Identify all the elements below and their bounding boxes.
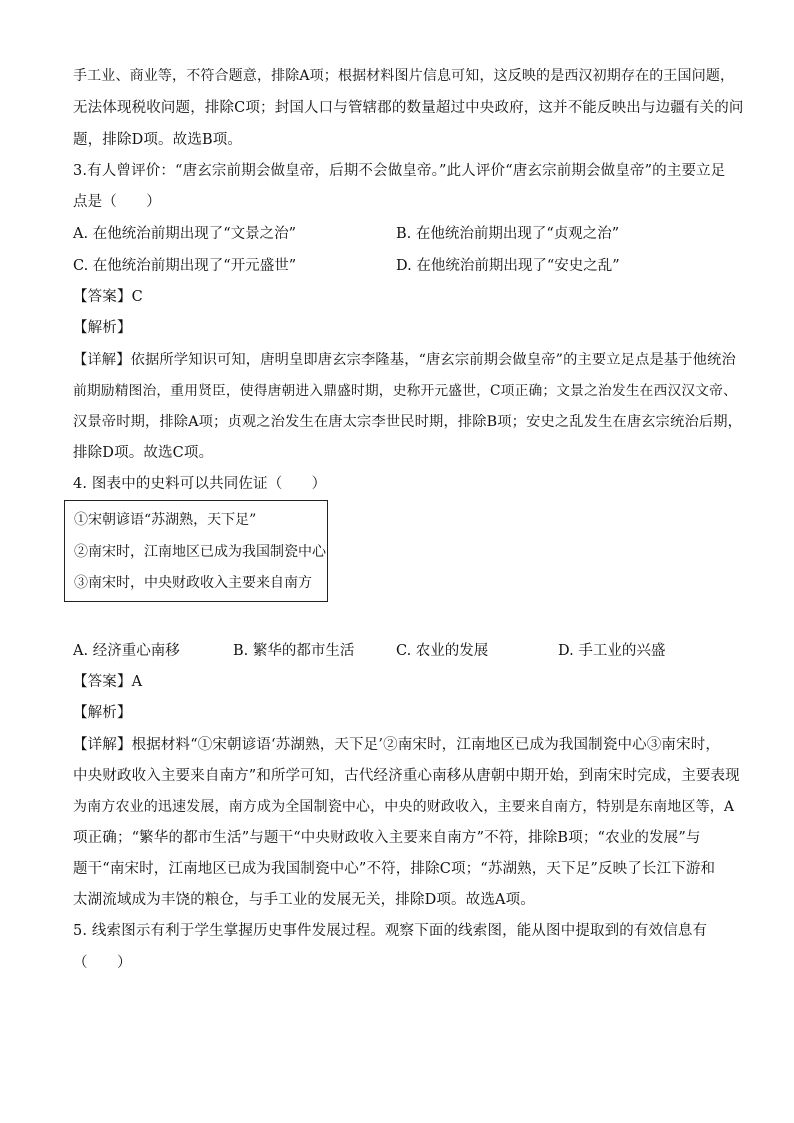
q3-option-b: B. 在他统治前期出现了“贞观之治”: [396, 226, 620, 242]
q4-detail-line-2: 中央财政收入主要来自南方”和所学可知，古代经济重心南移从唐朝中期开始，到南宋时完成，主要表现: [73, 768, 740, 784]
q4-stem: 4. 图表中的史料可以共同佐证（ ）: [73, 476, 327, 492]
prev-explanation-line-2: 无法体现税收问题，排除C项；封国人口与管辖郡的数量超过中央政府，这并不能反映出与边疆有关的问: [73, 100, 744, 116]
q4-detail-line-5: 题干“南宋时，江南地区已成为我国制瓷中心”不符，排除C项；“苏湖熟，天下足”反映了长江下游和: [73, 861, 716, 877]
q4-detail-line-1: 【详解】根据材料“①宋朝谚语‘苏湖熟，天下足’②南宋时，江南地区已成为我国制瓷中心③南宋时，: [73, 737, 721, 753]
prev-explanation-line-1: 手工业、商业等，不符合题意，排除A项；根据材料图片信息可知，这反映的是西汉初期存在的王国问题，: [73, 68, 735, 84]
q4-answer-label: 【答案】: [73, 674, 132, 690]
q4-analysis-label: 【解析】: [73, 705, 132, 721]
q3-stem-line-1: 3.有人曾评价：“唐玄宗前期会做皇帝，后期不会做皇帝。”此人评价“唐玄宗前期会做皇帝”的主要立足: [73, 163, 726, 179]
q4-answer-value: A: [131, 674, 143, 690]
q5-stem-line-2: （ ）: [73, 955, 132, 971]
q4-answer: [73, 672, 142, 692]
q3-answer-value: C: [131, 289, 143, 305]
q3-detail-line-2: 前期励精图治，重用贤臣，使得唐朝进入鼎盛时期，史称开元盛世，C项正确；文景之治发生在西汉汉文帝、: [73, 383, 737, 399]
q3-option-d: D. 在他统治前期出现了“安史之乱”: [396, 258, 620, 274]
q4-detail-line-3: 为南方农业的迅速发展，南方成为全国制瓷中心，中央的财政收入，主要来自南方，特别是东南地区等，A: [73, 799, 735, 815]
q4-option-d: D. 手工业的兴盛: [558, 643, 666, 659]
q4-option-a: A. 经济重心南移: [73, 643, 180, 659]
q4-source-box: [64, 500, 328, 602]
q3-answer-label: 【答案】: [73, 289, 132, 305]
q3-detail-line-1: 【详解】依据所学知识可知，唐明皇即唐玄宗李隆基，“唐玄宗前期会做皇帝”的主要立足点是基于他统治: [73, 352, 736, 368]
q4-option-b: B. 繁华的都市生活: [233, 643, 355, 659]
q4-source-3: ③南宋时，中央财政收入主要来自南方: [74, 575, 312, 591]
q5-stem-line-1: 5. 线索图示有利于学生掌握历史事件发展过程。观察下面的线索图，能从图中提取到的有效信息有: [73, 923, 708, 939]
q3-option-a: A. 在他统治前期出现了“文景之治”: [73, 226, 297, 242]
q3-analysis-label: 【解析】: [73, 320, 132, 336]
q4-option-c: C. 农业的发展: [396, 643, 489, 659]
q4-detail-line-4: 项正确；“繁华的都市生活”与题干“中央财政收入主要来自南方”不符，排除B项；“农业的发展”与: [73, 830, 701, 846]
q3-detail-line-3: 汉景帝时期，排除A项；贞观之治发生在唐太宗李世民时期，排除B项；安史之乱发生在唐玄宗统治后期，: [73, 414, 743, 430]
q3-option-c: C. 在他统治前期出现了“开元盛世”: [73, 258, 297, 274]
q4-source-1: ①宋朝谚语“苏湖熟，天下足”: [74, 512, 257, 528]
q3-stem-line-2: 点是（ ）: [73, 194, 161, 210]
prev-explanation-line-3: 题，排除D项。故选B项。: [73, 132, 243, 148]
q3-answer: [73, 287, 143, 307]
q4-detail-line-6: 太湖流域成为丰饶的粮仓，与手工业的发展无关，排除D项。故选A项。: [73, 892, 535, 908]
q3-detail-line-4: 排除D项。故选C项。: [73, 445, 214, 461]
q4-source-2: ②南宋时，江南地区已成为我国制瓷中心: [74, 544, 326, 560]
